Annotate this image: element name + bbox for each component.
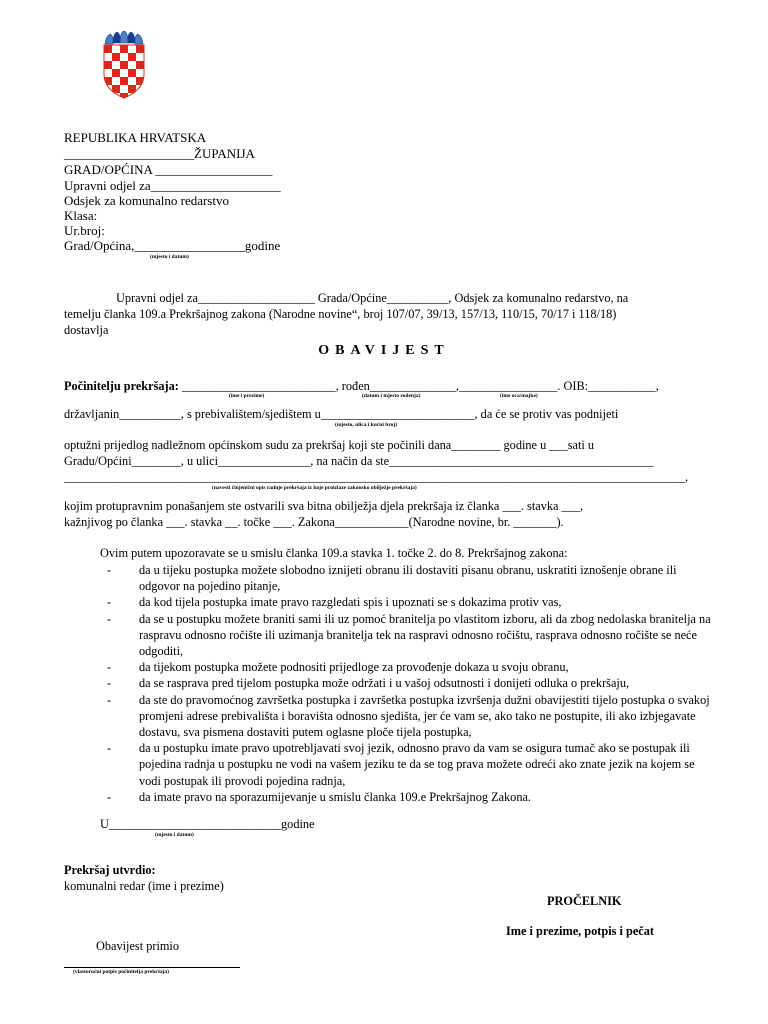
charge-line-3: _____________________________________________________________________________________________________, — [64, 470, 689, 484]
signature-line — [64, 967, 240, 968]
country-name: REPUBLIKA HRVATSKA — [64, 130, 207, 145]
urbroj-label: Ur.broj: — [64, 223, 105, 238]
warning-line: Ovim putem upozoravate se u smislu članka 109.a stavka 1. točke 2. do 8. Prekršajnog zakona: — [100, 546, 568, 560]
list-item: - da u postupku imate pravo upotrebljavati svoj jezik, odnosno pravo da vam se osigura tumač ako se postupak ili pojedina radnja u postupku ne vodi na vašem jeziku te da se tog prava možete odreći ako znate jezik na kojem se vodi postupak ili provodi pojedina radnja, — [100, 740, 712, 789]
place-date-2-hint: (mjesto i datum) — [155, 832, 194, 838]
conduct-line-2: kažnjivog po članka ___. stavka __. točke ___. Zakona____________(Narodne novine, br. _______). — [64, 515, 564, 529]
charge-line-2: Gradu/Općini________, u ulici_______________, na način da ste___________________________________________ — [64, 454, 654, 468]
section-line: Odsjek za komunalno redarstvo — [64, 193, 229, 208]
intro-line-1: Upravni odjel za___________________ Grada/Općine__________, Odsjek za komunalno redarstvo, na — [116, 291, 629, 305]
place-date-line: Grad/Općina,_________________godine — [64, 238, 281, 253]
established-by-value: komunalni redar (ime i prezime) — [64, 879, 224, 893]
hint-birth: (datum i mjesto rođenja) — [362, 393, 421, 399]
list-item: - da kod tijela postupka imate pravo razgledati spis i upoznati se s dokazima protiv vas, — [100, 594, 712, 610]
list-item: - da se rasprava pred tijelom postupka može održati i u vašoj odsutnosti i donijeti odluka o prekršaju, — [100, 675, 712, 691]
established-by-label: Prekršaj utvrdio: — [64, 863, 156, 877]
list-item: - da imate pravo na sporazumijevanje u smislu članka 109.e Prekršajnog Zakona. — [100, 789, 712, 805]
county-line: ____________________ŽUPANIJA — [64, 146, 255, 161]
intro-line-3: dostavlja — [64, 323, 109, 337]
city-line: GRAD/OPĆINA __________________ — [64, 162, 273, 177]
coat-of-arms-logo — [99, 30, 149, 100]
head-signature-caption: Ime i prezime, potpis i pečat — [506, 924, 654, 938]
document-title: OBAVIJEST — [318, 343, 450, 358]
received-hint: (vlastoručni potpis počinitelja prekršaja) — [73, 969, 169, 975]
place-date-hint: (mjesto i datum) — [150, 254, 189, 260]
list-item: - da u tijeku postupka možete slobodno iznijeti obranu ili dostaviti pisanu obranu, uskratiti iznošenje obrane ili odgovor na pojedino pitanje, — [100, 562, 712, 594]
charge-line-1: optužni prijedlog nadležnom općinskom sudu za prekršaj koji ste počinili dana________ godine u ___sati u — [64, 438, 595, 452]
received-label: Obavijest primio — [96, 939, 179, 953]
citizenship-line: državljanin__________, s prebivalištem/sjedištem u_________________________, da će se protiv vas podnijeti — [64, 407, 619, 421]
hint-parents: (ime oca/majke) — [500, 393, 538, 399]
head-title: PROČELNIK — [547, 894, 622, 908]
list-item: - da tijekom postupka možete podnositi prijedloge za provođenje dokaza u svoju obranu, — [100, 659, 712, 675]
hint-description: (navesti činjenični opis radnje prekršaja iz koje proizlaze zakonsko obilježje prekršaja) — [212, 485, 417, 491]
conduct-line-1: kojim protupravnim ponašanjem ste ostvarili sva bitna obilježja djela prekršaja iz članka ___. stavka ___, — [64, 499, 584, 513]
offender-fields: _________________________, rođen______________,________________. OIB:___________, — [178, 379, 659, 393]
hint-address: (mjesto, ulica i kućni broj) — [335, 422, 398, 428]
intro-line-2: temelju članka 109.a Prekršajnog zakona (Narodne novine“, broj 107/07, 39/13, 157/13, 110/15, 70/17 i 118/18) — [64, 307, 617, 321]
rights-list — [100, 562, 712, 805]
place-date-2: U____________________________godine — [100, 817, 315, 831]
list-item: - da se u postupku možete braniti sami ili uz pomoć branitelja po vlastitom izboru, ali da zbog nedolaska branitelja na raspravu odnosno ročište ili uzimanja branitelja tek na raspravi odnosno ročištu, rasprava odnosno ročište se neće odgoditi, — [100, 611, 712, 660]
offender-label: Počinitelju prekršaja: — [64, 379, 179, 393]
list-item: - da ste do pravomoćnog završetka postupka i završetka postupka izvršenja dužni obavijestiti tijelo postupka o svakoj promjeni adrese prebivališta i boravišta odnosno sjedišta, jer će vam se, ako tako ne postupite, ili ako izbjegavate dostavu, sva pismena dostaviti putem oglasne ploče tijela postupka, — [100, 692, 712, 741]
hint-name: (ime i prezime) — [229, 393, 265, 399]
department-line: Upravni odjel za____________________ — [64, 178, 281, 193]
klasa-label: Klasa: — [64, 208, 98, 223]
